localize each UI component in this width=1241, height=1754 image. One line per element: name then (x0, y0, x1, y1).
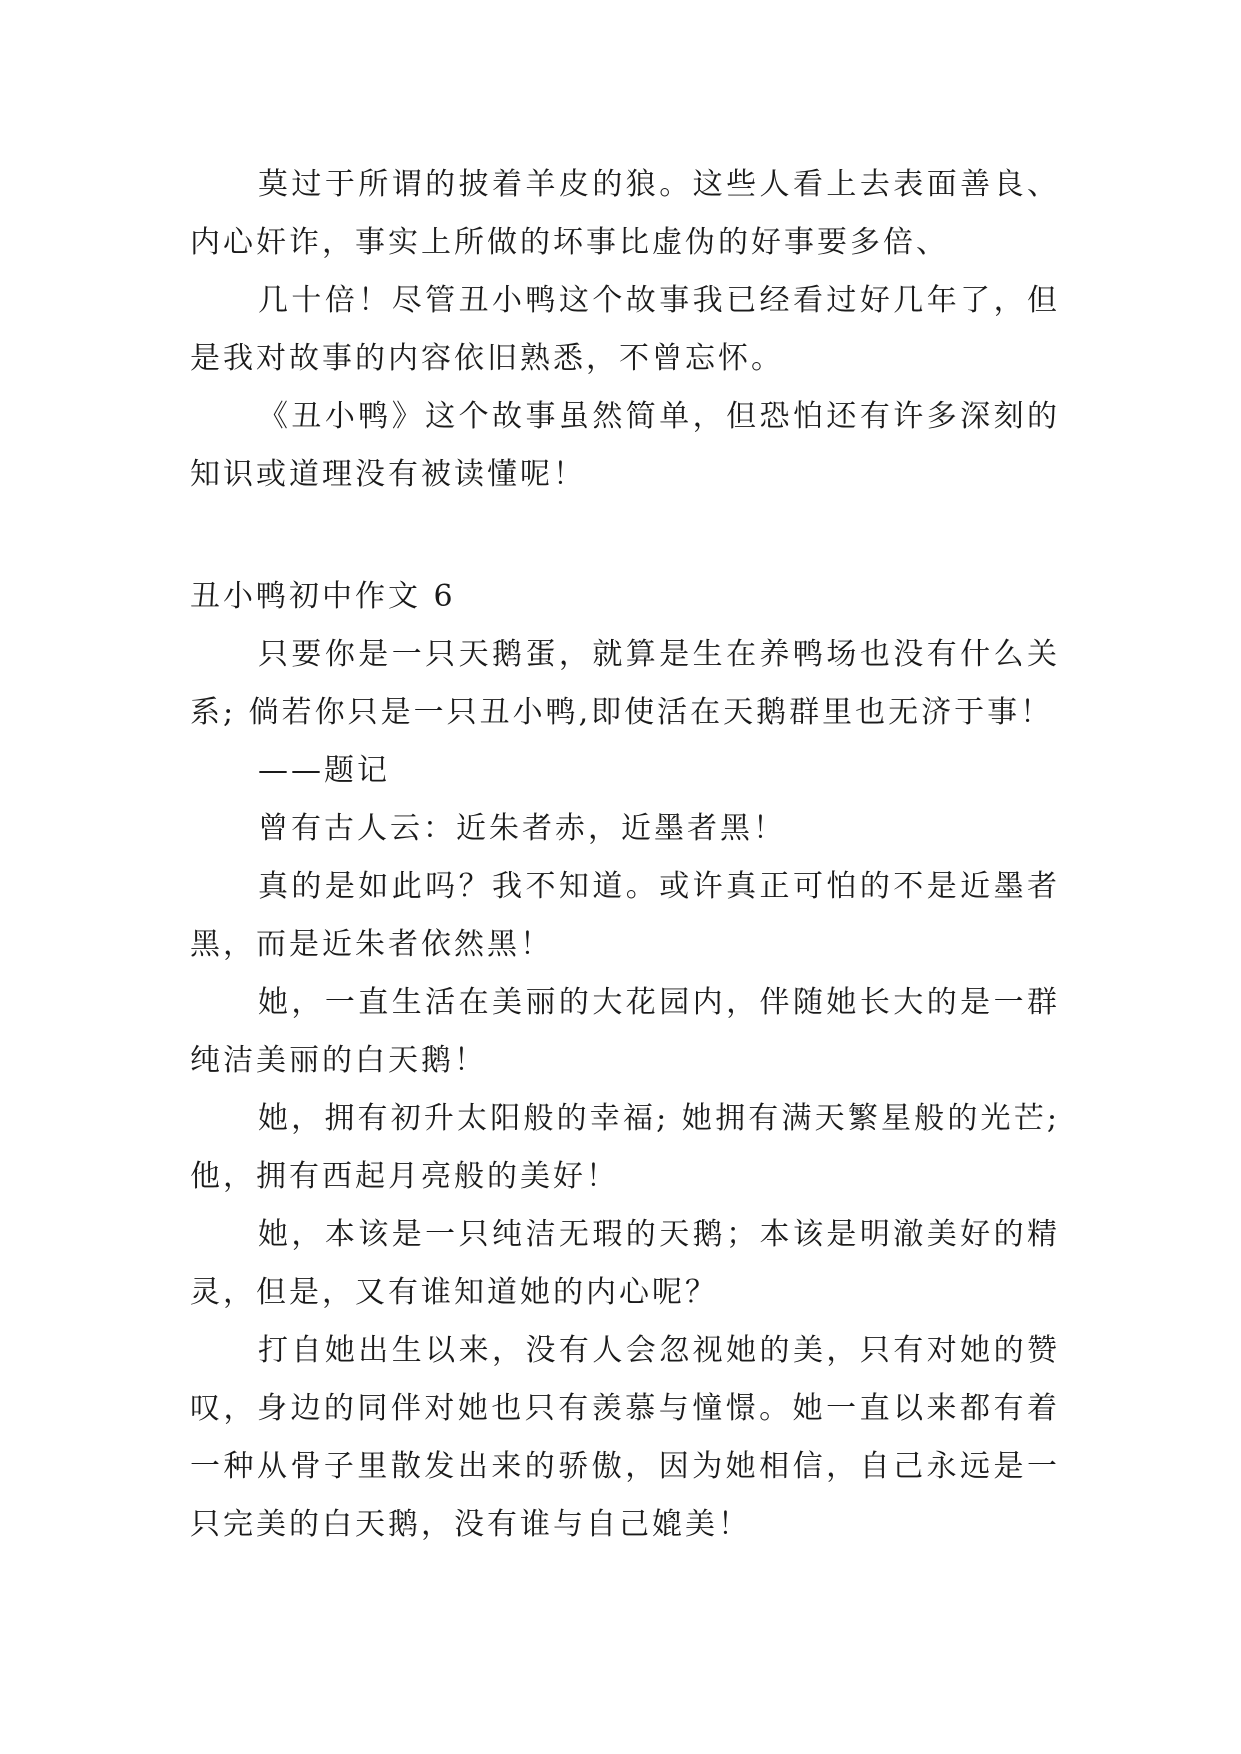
paragraph: 打自她出生以来，没有人会忽视她的美，只有对她的赞叹，身边的同伴对她也只有羡慕与憧憬。她一直以来都有着一种从骨子里散发出来的骄傲，因为她相信，自己永远是一只完美的白天鹅，没有谁与自己媲美！ (190, 1333, 1060, 1542)
paragraph: 莫过于所谓的披着羊皮的狼。这些人看上去表面善良、内心奸诈，事实上所做的坏事比虚伪的好事要多倍、 (190, 167, 1060, 260)
paragraph: 曾有古人云：近朱者赤，近墨者黑！ (258, 811, 786, 846)
paragraph: 真的是如此吗？我不知道。或许真正可怕的不是近墨者黑，而是近朱者依然黑！ (190, 869, 1060, 962)
essay-continuation (190, 156, 1060, 504)
essay-body (190, 626, 1060, 1554)
epigraph-attribution: ——题记 (258, 753, 390, 788)
paragraph: 她，拥有初升太阳般的幸福; 她拥有满天繁星般的光芒; 他，拥有西起月亮般的美好！ (190, 1101, 1060, 1194)
paragraph: 《丑小鸭》这个故事虽然简单，但恐怕还有许多深刻的知识或道理没有被读懂呢！ (190, 399, 1060, 492)
paragraph: 她，本该是一只纯洁无瑕的天鹅；本该是明澈美好的精灵，但是，又有谁知道她的内心呢？ (190, 1217, 1060, 1310)
paragraph: 她，一直生活在美丽的大花园内，伴随她长大的是一群纯洁美丽的白天鹅！ (190, 985, 1060, 1078)
paragraph: 几十倍！尽管丑小鸭这个故事我已经看过好几年了，但是我对故事的内容依旧熟悉，不曾忘怀。 (190, 283, 1060, 376)
essay-title: 丑小鸭初中作文 6 (190, 579, 456, 614)
paragraph: 只要你是一只天鹅蛋，就算是生在养鸭场也没有什么关系; 倘若你只是一只丑小鸭,即使活在天鹅群里也无济于事！ (190, 637, 1060, 730)
